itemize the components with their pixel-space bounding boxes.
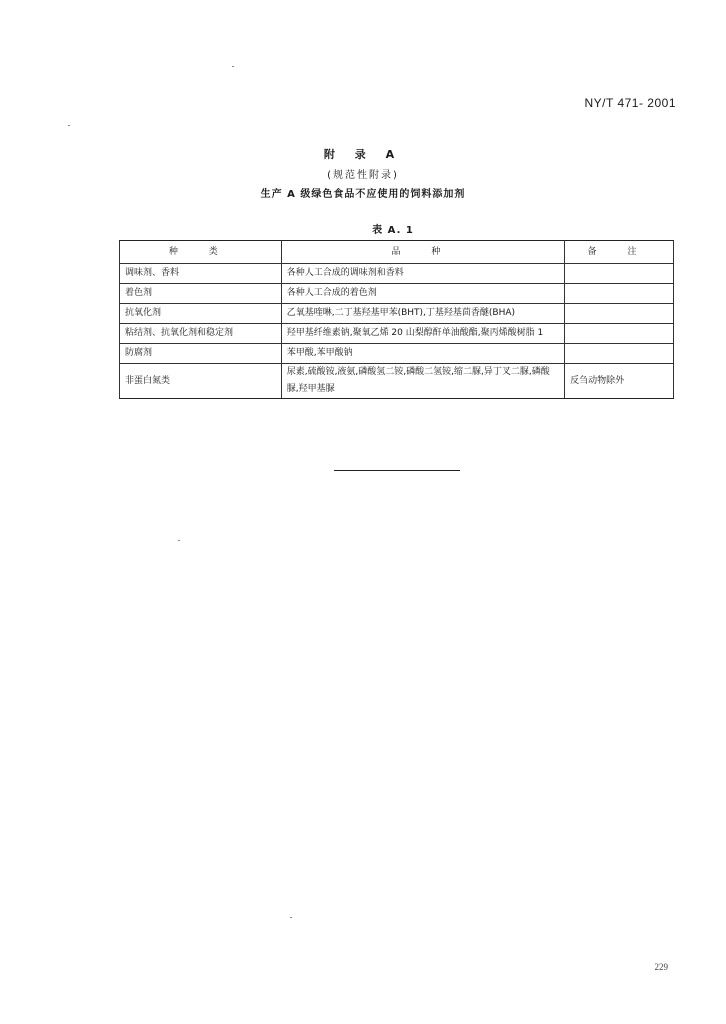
cell-varieties: 各种人工合成的调味剂和香料 xyxy=(281,264,564,284)
scan-speck xyxy=(178,540,180,541)
end-of-appendix-rule xyxy=(334,470,460,471)
column-header-varieties: 品 种 xyxy=(281,241,564,264)
scan-speck xyxy=(68,125,70,126)
cell-remark xyxy=(565,344,674,364)
table-body xyxy=(120,264,674,399)
table-caption: 表 A. 1 xyxy=(372,225,414,236)
column-header-category: 种 类 xyxy=(120,241,282,264)
page-number: 229 xyxy=(654,962,668,972)
appendix-subtitle: (规范性附录) xyxy=(327,170,399,181)
cell-remark xyxy=(565,304,674,324)
cell-category: 抗氧化剂 xyxy=(120,304,282,324)
cell-category: 粘结剂、抗氧化剂和稳定剂 xyxy=(120,324,282,344)
table-row xyxy=(120,264,674,284)
scan-speck xyxy=(232,66,234,67)
table-row xyxy=(120,304,674,324)
table-row xyxy=(120,284,674,304)
cell-category: 非蛋白氮类 xyxy=(120,364,282,399)
table-row xyxy=(120,344,674,364)
cell-category: 调味剂、香料 xyxy=(120,264,282,284)
appendix-heading: 生产 A 级绿色食品不应使用的饲料添加剂 xyxy=(260,189,466,200)
scan-speck xyxy=(290,917,292,918)
cell-remark: 反刍动物除外 xyxy=(565,364,674,399)
cell-remark xyxy=(565,324,674,344)
column-header-remark: 备 注 xyxy=(565,241,674,264)
table-header-row xyxy=(120,241,674,264)
table-header xyxy=(120,241,674,264)
cell-varieties: 乙氧基喹啉,二丁基羟基甲苯(BHT),丁基羟基茴香醚(BHA) xyxy=(281,304,564,324)
additives-table xyxy=(119,240,674,399)
cell-varieties: 尿素,硫酸铵,液氨,磷酸氢二铵,磷酸二氢铵,缩二脲,异丁叉二脲,磷酸脲,羟甲基脲 xyxy=(281,364,564,399)
cell-remark xyxy=(565,284,674,304)
table-row xyxy=(120,364,674,399)
cell-varieties: 苯甲酸,苯甲酸钠 xyxy=(281,344,564,364)
appendix-title: 附 录 A xyxy=(323,148,403,161)
table-row xyxy=(120,324,674,344)
cell-varieties: 各种人工合成的着色剂 xyxy=(281,284,564,304)
cell-category: 着色剂 xyxy=(120,284,282,304)
cell-remark xyxy=(565,264,674,284)
standard-code: NY/T 471- 2001 xyxy=(584,96,676,110)
cell-varieties: 羟甲基纤维素钠,聚氧乙烯 20 山梨醇酐单油酸酯,聚丙烯酸树脂 1 xyxy=(281,324,564,344)
cell-category: 防腐剂 xyxy=(120,344,282,364)
